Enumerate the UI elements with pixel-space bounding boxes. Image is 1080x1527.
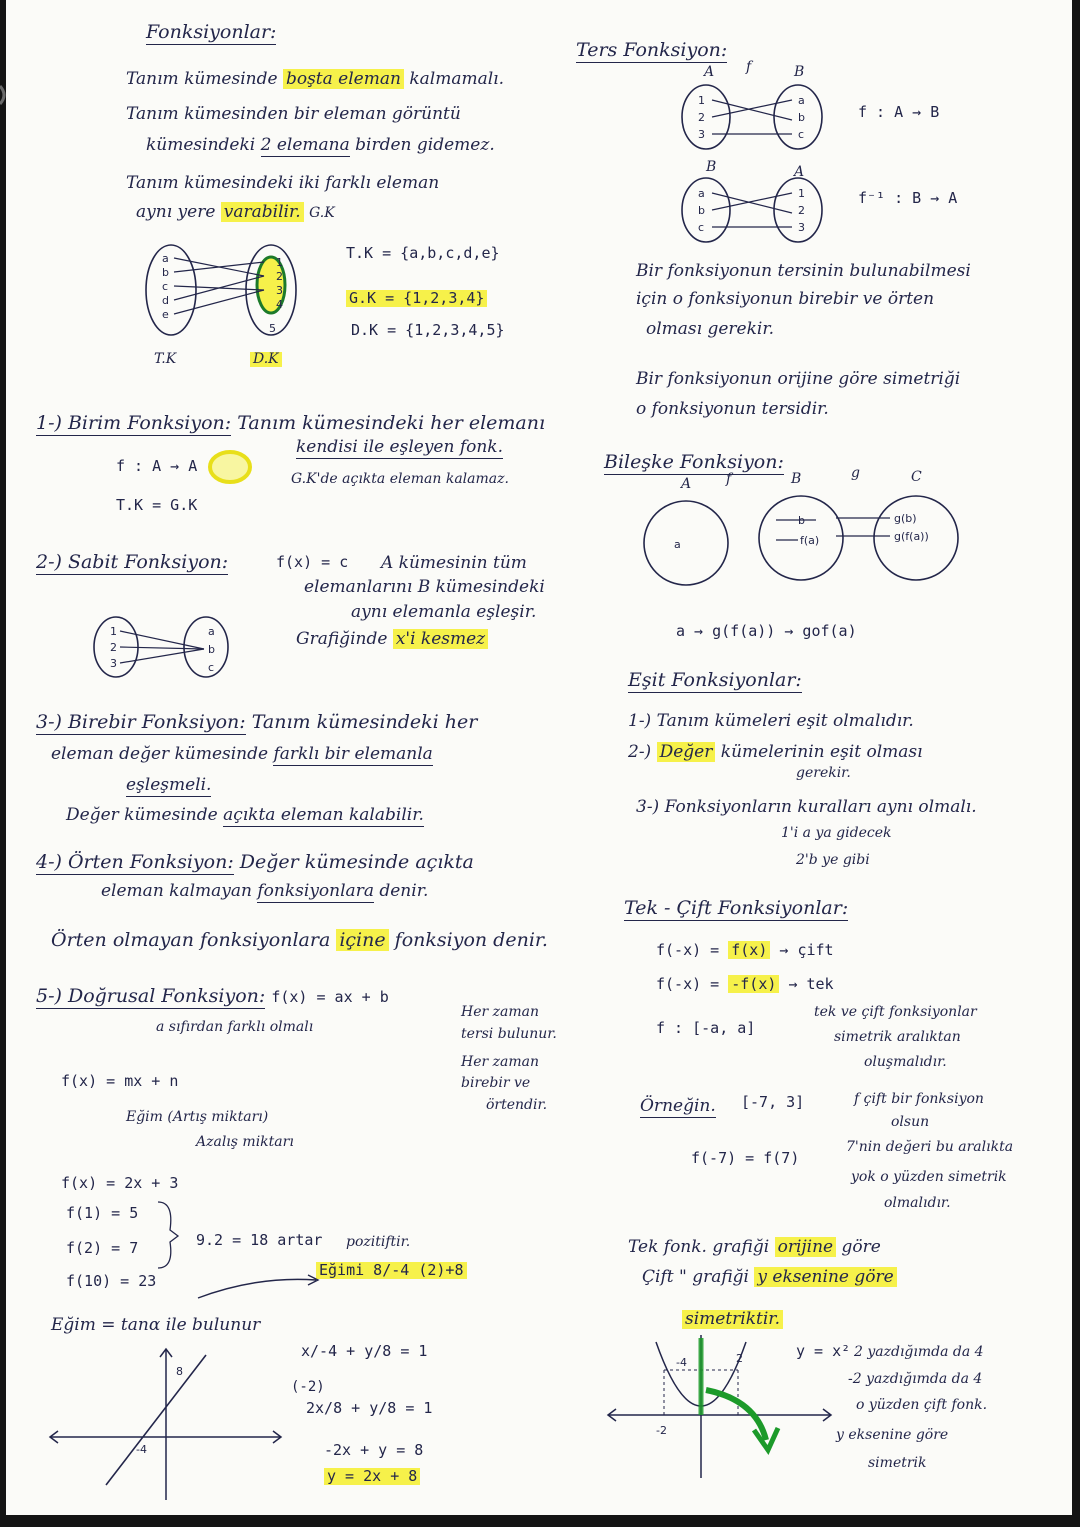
tk-set: T.K = {a,b,c,d,e} bbox=[346, 244, 500, 262]
parabola-pos-x: 2 bbox=[736, 1352, 743, 1365]
highlight-circle bbox=[206, 450, 256, 486]
inv1-left: 3 bbox=[698, 128, 705, 141]
example-value-2: f(2) = 7 bbox=[66, 1239, 139, 1257]
calc-line-5: y = 2x + 8 bbox=[324, 1468, 420, 1485]
example-label: Örneğin. bbox=[640, 1096, 716, 1116]
dk-label: D.K bbox=[250, 352, 282, 367]
brace bbox=[156, 1200, 186, 1270]
slope-equation: Eğimi 8/-4 (2)+8 bbox=[316, 1262, 467, 1279]
set-b-elem: 3 bbox=[276, 284, 283, 297]
arrow-to-slope bbox=[196, 1272, 326, 1302]
inv-set-a: A bbox=[704, 64, 715, 80]
slope-form: f(x) = mx + n bbox=[61, 1072, 179, 1090]
parabola-note-1: 2 yazdığımda da 4 bbox=[854, 1344, 984, 1360]
odd-rule: f(-x) = -f(x) → tek bbox=[656, 975, 834, 993]
inv-f: f bbox=[746, 59, 752, 75]
inverse-title: Ters Fonksiyon: bbox=[576, 39, 728, 61]
notebook-page bbox=[6, 0, 1072, 1515]
set-b-elem: 5 bbox=[269, 322, 276, 335]
set-a-elem: c bbox=[162, 280, 169, 293]
tk-label: T.K bbox=[154, 351, 177, 367]
intro-line-4: Tanım kümesindeki iki farklı eleman bbox=[126, 173, 440, 193]
section-3-text-4: Değer kümesinde açıkta eleman kalabilir. bbox=[66, 805, 424, 825]
equal-rule-2b: gerekir. bbox=[796, 765, 851, 781]
comp-set-a: A bbox=[681, 476, 692, 492]
parabola-note-5: simetrik bbox=[868, 1455, 927, 1471]
const-left-elem: 2 bbox=[110, 641, 117, 654]
dk-set: D.K = {1,2,3,4,5} bbox=[351, 321, 505, 339]
inv1-left: 2 bbox=[698, 111, 705, 124]
interval-note-2: simetrik aralıktan bbox=[834, 1029, 961, 1045]
page-title: Fonksiyonlar: bbox=[146, 21, 277, 43]
parabola-equation: y = x² bbox=[796, 1342, 851, 1360]
calc-line-1: x/-4 + y/8 = 1 bbox=[301, 1342, 428, 1360]
section-1-title: 1-) Birim Fonksiyon: Tanım kümesindeki her elemanı bbox=[36, 412, 546, 434]
inv-note-5: o fonksiyonun tersidir. bbox=[636, 399, 829, 419]
inv2-left: a bbox=[698, 187, 705, 200]
example-note-1: f çift bir fonksiyon bbox=[854, 1091, 984, 1107]
section-5-side-3: Her zaman bbox=[461, 1054, 539, 1070]
section-1-text-3: G.K'de açıkta eleman kalamaz. bbox=[291, 471, 509, 487]
calc-line-4: -2x + y = 8 bbox=[324, 1441, 424, 1459]
equal-rule-1: 1-) Tanım kümeleri eşit olmalıdır. bbox=[628, 711, 914, 731]
inv-inverse-map: f⁻¹ : B → A bbox=[858, 189, 958, 207]
set-a-elem: d bbox=[162, 294, 169, 307]
example-equation: f(-7) = f(7) bbox=[691, 1149, 800, 1167]
parabola-note-2: -2 yazdığımda da 4 bbox=[848, 1371, 983, 1387]
equal-rule-3: 3-) Fonksiyonların kuralları aynı olmalı. bbox=[636, 797, 977, 817]
set-a-elem: b bbox=[162, 266, 169, 279]
example-value-3: f(10) = 23 bbox=[66, 1272, 157, 1290]
section-1-formula: f : A → A bbox=[116, 457, 198, 475]
y-intercept-label: 8 bbox=[176, 1365, 183, 1378]
inv-note-4: Bir fonksiyonun orijine göre simetriği bbox=[636, 369, 961, 389]
section-5-side-4: birebir ve bbox=[461, 1075, 531, 1091]
example-note-3: 7'nin değeri bu aralıkta bbox=[846, 1139, 1014, 1155]
const-left-elem: 3 bbox=[110, 657, 117, 670]
line-graph bbox=[46, 1345, 286, 1505]
section-5-side-2: tersi bulunur. bbox=[461, 1026, 557, 1042]
interval-rule: f : [-a, a] bbox=[656, 1019, 756, 1037]
section-3-text-3: eşleşmeli. bbox=[126, 775, 212, 795]
x-intercept-label: -4 bbox=[136, 1443, 147, 1456]
example-note-4: yok o yüzden simetrik bbox=[851, 1169, 1007, 1185]
calc-line-3: 2x/8 + y/8 = 1 bbox=[306, 1399, 433, 1417]
slope-label-1: Eğim (Artış miktarı) bbox=[126, 1109, 269, 1125]
inv-note-3: olması gerekir. bbox=[646, 319, 775, 339]
section-5-title: 5-) Doğrusal Fonksiyon: f(x) = ax + b bbox=[36, 985, 389, 1007]
interval-note-1: tek ve çift fonksiyonlar bbox=[814, 1004, 977, 1020]
section-3-text-2: eleman değer kümesinde farklı bir elemanla bbox=[51, 744, 433, 764]
odd-graph-rule: Tek fonk. grafiği orijine göre bbox=[628, 1237, 881, 1257]
composition-title: Bileşke Fonksiyon: bbox=[604, 451, 784, 473]
comp-elem-a: a bbox=[674, 538, 681, 551]
intro-line-3: kümesindeki 2 elemana birden gidemez. bbox=[146, 135, 495, 155]
inv1-right: a bbox=[798, 94, 805, 107]
inv2-right: 2 bbox=[798, 204, 805, 217]
parabola-note-4: y eksenine göre bbox=[836, 1427, 949, 1443]
section-2-text-3: aynı elemanla eşleşir. bbox=[351, 602, 537, 622]
example-value-1: f(1) = 5 bbox=[66, 1204, 139, 1222]
example-interval: [-7, 3] bbox=[741, 1093, 805, 1111]
gk-set: G.K = {1,2,3,4} bbox=[346, 290, 487, 307]
interval-note-3: oluşmalıdır. bbox=[864, 1054, 947, 1070]
set-a-elem: e bbox=[162, 308, 169, 321]
mapping-diagram-1 bbox=[136, 240, 336, 350]
composition-diagram bbox=[626, 488, 1006, 598]
example-note-5: olmalıdır. bbox=[884, 1195, 951, 1211]
even-rule: f(-x) = f(x) → çift bbox=[656, 941, 834, 959]
parabola-graph bbox=[606, 1330, 836, 1480]
equal-rule-3b: 1'i a ya gidecek bbox=[781, 825, 892, 841]
inv2-left: b bbox=[698, 204, 705, 217]
inv1-right: b bbox=[798, 111, 805, 124]
slope-label-2: Azalış miktarı bbox=[196, 1134, 294, 1150]
section-2-text-4: Grafiğinde x'i kesmez bbox=[296, 630, 488, 649]
section-5-text-1: a sıfırdan farklı olmalı bbox=[156, 1019, 314, 1035]
inv-set-a-2: A bbox=[794, 164, 805, 180]
section-1-text-2: kendisi ile eşleyen fonk. bbox=[296, 437, 504, 457]
const-left-elem: 1 bbox=[110, 625, 117, 638]
increase-note: 9.2 = 18 artar bbox=[196, 1231, 323, 1249]
equal-rule-3c: 2'b ye gibi bbox=[796, 852, 870, 868]
section-4-text-2: eleman kalmayan fonksiyonlara denir. bbox=[101, 881, 429, 901]
constant-function-diagram bbox=[86, 615, 246, 685]
const-right-elem: b bbox=[208, 643, 215, 656]
section-5-side-1: Her zaman bbox=[461, 1004, 539, 1020]
inv-set-b: B bbox=[794, 64, 805, 80]
symmetric-label: simetriktir. bbox=[682, 1310, 783, 1329]
positive-note: pozitiftir. bbox=[346, 1234, 411, 1250]
intro-line-1: Tanım kümesinde boşta eleman kalmamalı. bbox=[126, 69, 505, 89]
intro-line-2: Tanım kümesinden bir eleman görüntü bbox=[126, 104, 461, 124]
comp-elem-fa: f(a) bbox=[800, 534, 820, 547]
calc-line-2: (-2) bbox=[291, 1379, 325, 1395]
tan-note: Eğim = tanα ile bulunur bbox=[51, 1315, 261, 1335]
parabola-neg-x: -2 bbox=[656, 1424, 667, 1437]
example-note-2: olsun bbox=[891, 1114, 930, 1130]
section-4-title: 4-) Örten Fonksiyon: Değer kümesinde açıkta bbox=[36, 851, 474, 873]
inverse-diagram-2 bbox=[676, 175, 846, 250]
inv1-right: c bbox=[798, 128, 805, 141]
section-2-text-2: elemanlarını B kümesindeki bbox=[304, 577, 545, 597]
inv2-right: 3 bbox=[798, 221, 805, 234]
set-b-elem: 2 bbox=[276, 270, 283, 283]
inv1-left: 1 bbox=[698, 94, 705, 107]
comp-f: f bbox=[726, 471, 732, 487]
example-function: f(x) = 2x + 3 bbox=[61, 1174, 179, 1192]
section-5-side-5: örtendir. bbox=[486, 1097, 548, 1113]
section-2-text-1: A kümesinin tüm bbox=[381, 553, 527, 573]
set-b-elem: 1 bbox=[276, 256, 283, 269]
equal-rule-2: 2-) Değer kümelerinin eşit olması bbox=[628, 742, 923, 762]
comp-elem-gb: g(b) bbox=[894, 512, 917, 525]
comp-elem-b: b bbox=[798, 514, 805, 527]
set-a-elem: a bbox=[162, 252, 169, 265]
inv-note-2: için o fonksiyonun birebir ve örten bbox=[636, 289, 935, 309]
odd-even-title: Tek - Çift Fonksiyonlar: bbox=[624, 897, 849, 919]
intro-line-5: aynı yere varabilir. G.K bbox=[136, 202, 335, 222]
parabola-note-3: o yüzden çift fonk. bbox=[856, 1397, 988, 1413]
inverse-diagram-1 bbox=[676, 82, 846, 152]
set-b-elem: 4 bbox=[276, 298, 283, 311]
equal-title: Eşit Fonksiyonlar: bbox=[628, 669, 802, 691]
const-right-elem: c bbox=[208, 661, 215, 674]
comp-set-b: B bbox=[791, 471, 802, 487]
inv-note-1: Bir fonksiyonun tersinin bulunabilmesi bbox=[636, 261, 971, 281]
section-4-text-3: Örten olmayan fonksiyonlara içine fonksiyon denir. bbox=[51, 929, 548, 951]
inv2-left: c bbox=[698, 221, 705, 234]
even-graph-rule: Çift " grafiği y eksenine göre bbox=[642, 1268, 897, 1287]
inv-set-b-2: B bbox=[706, 159, 717, 175]
section-2-formula: f(x) = c bbox=[276, 553, 349, 571]
section-2-title: 2-) Sabit Fonksiyon: bbox=[36, 551, 229, 573]
inv-map: f : A → B bbox=[858, 103, 940, 121]
comp-g: g bbox=[851, 465, 860, 481]
section-3-title: 3-) Birebir Fonksiyon: Tanım kümesindeki her bbox=[36, 711, 478, 733]
const-right-elem: a bbox=[208, 625, 215, 638]
parabola-y-label: -4 bbox=[676, 1356, 687, 1369]
comp-elem-gfa: g(f(a)) bbox=[894, 530, 929, 543]
composition-line: a → g(f(a)) → gof(a) bbox=[676, 622, 857, 640]
inv2-right: 1 bbox=[798, 187, 805, 200]
comp-set-c: C bbox=[911, 469, 922, 485]
section-1-equation: T.K = G.K bbox=[116, 496, 198, 514]
